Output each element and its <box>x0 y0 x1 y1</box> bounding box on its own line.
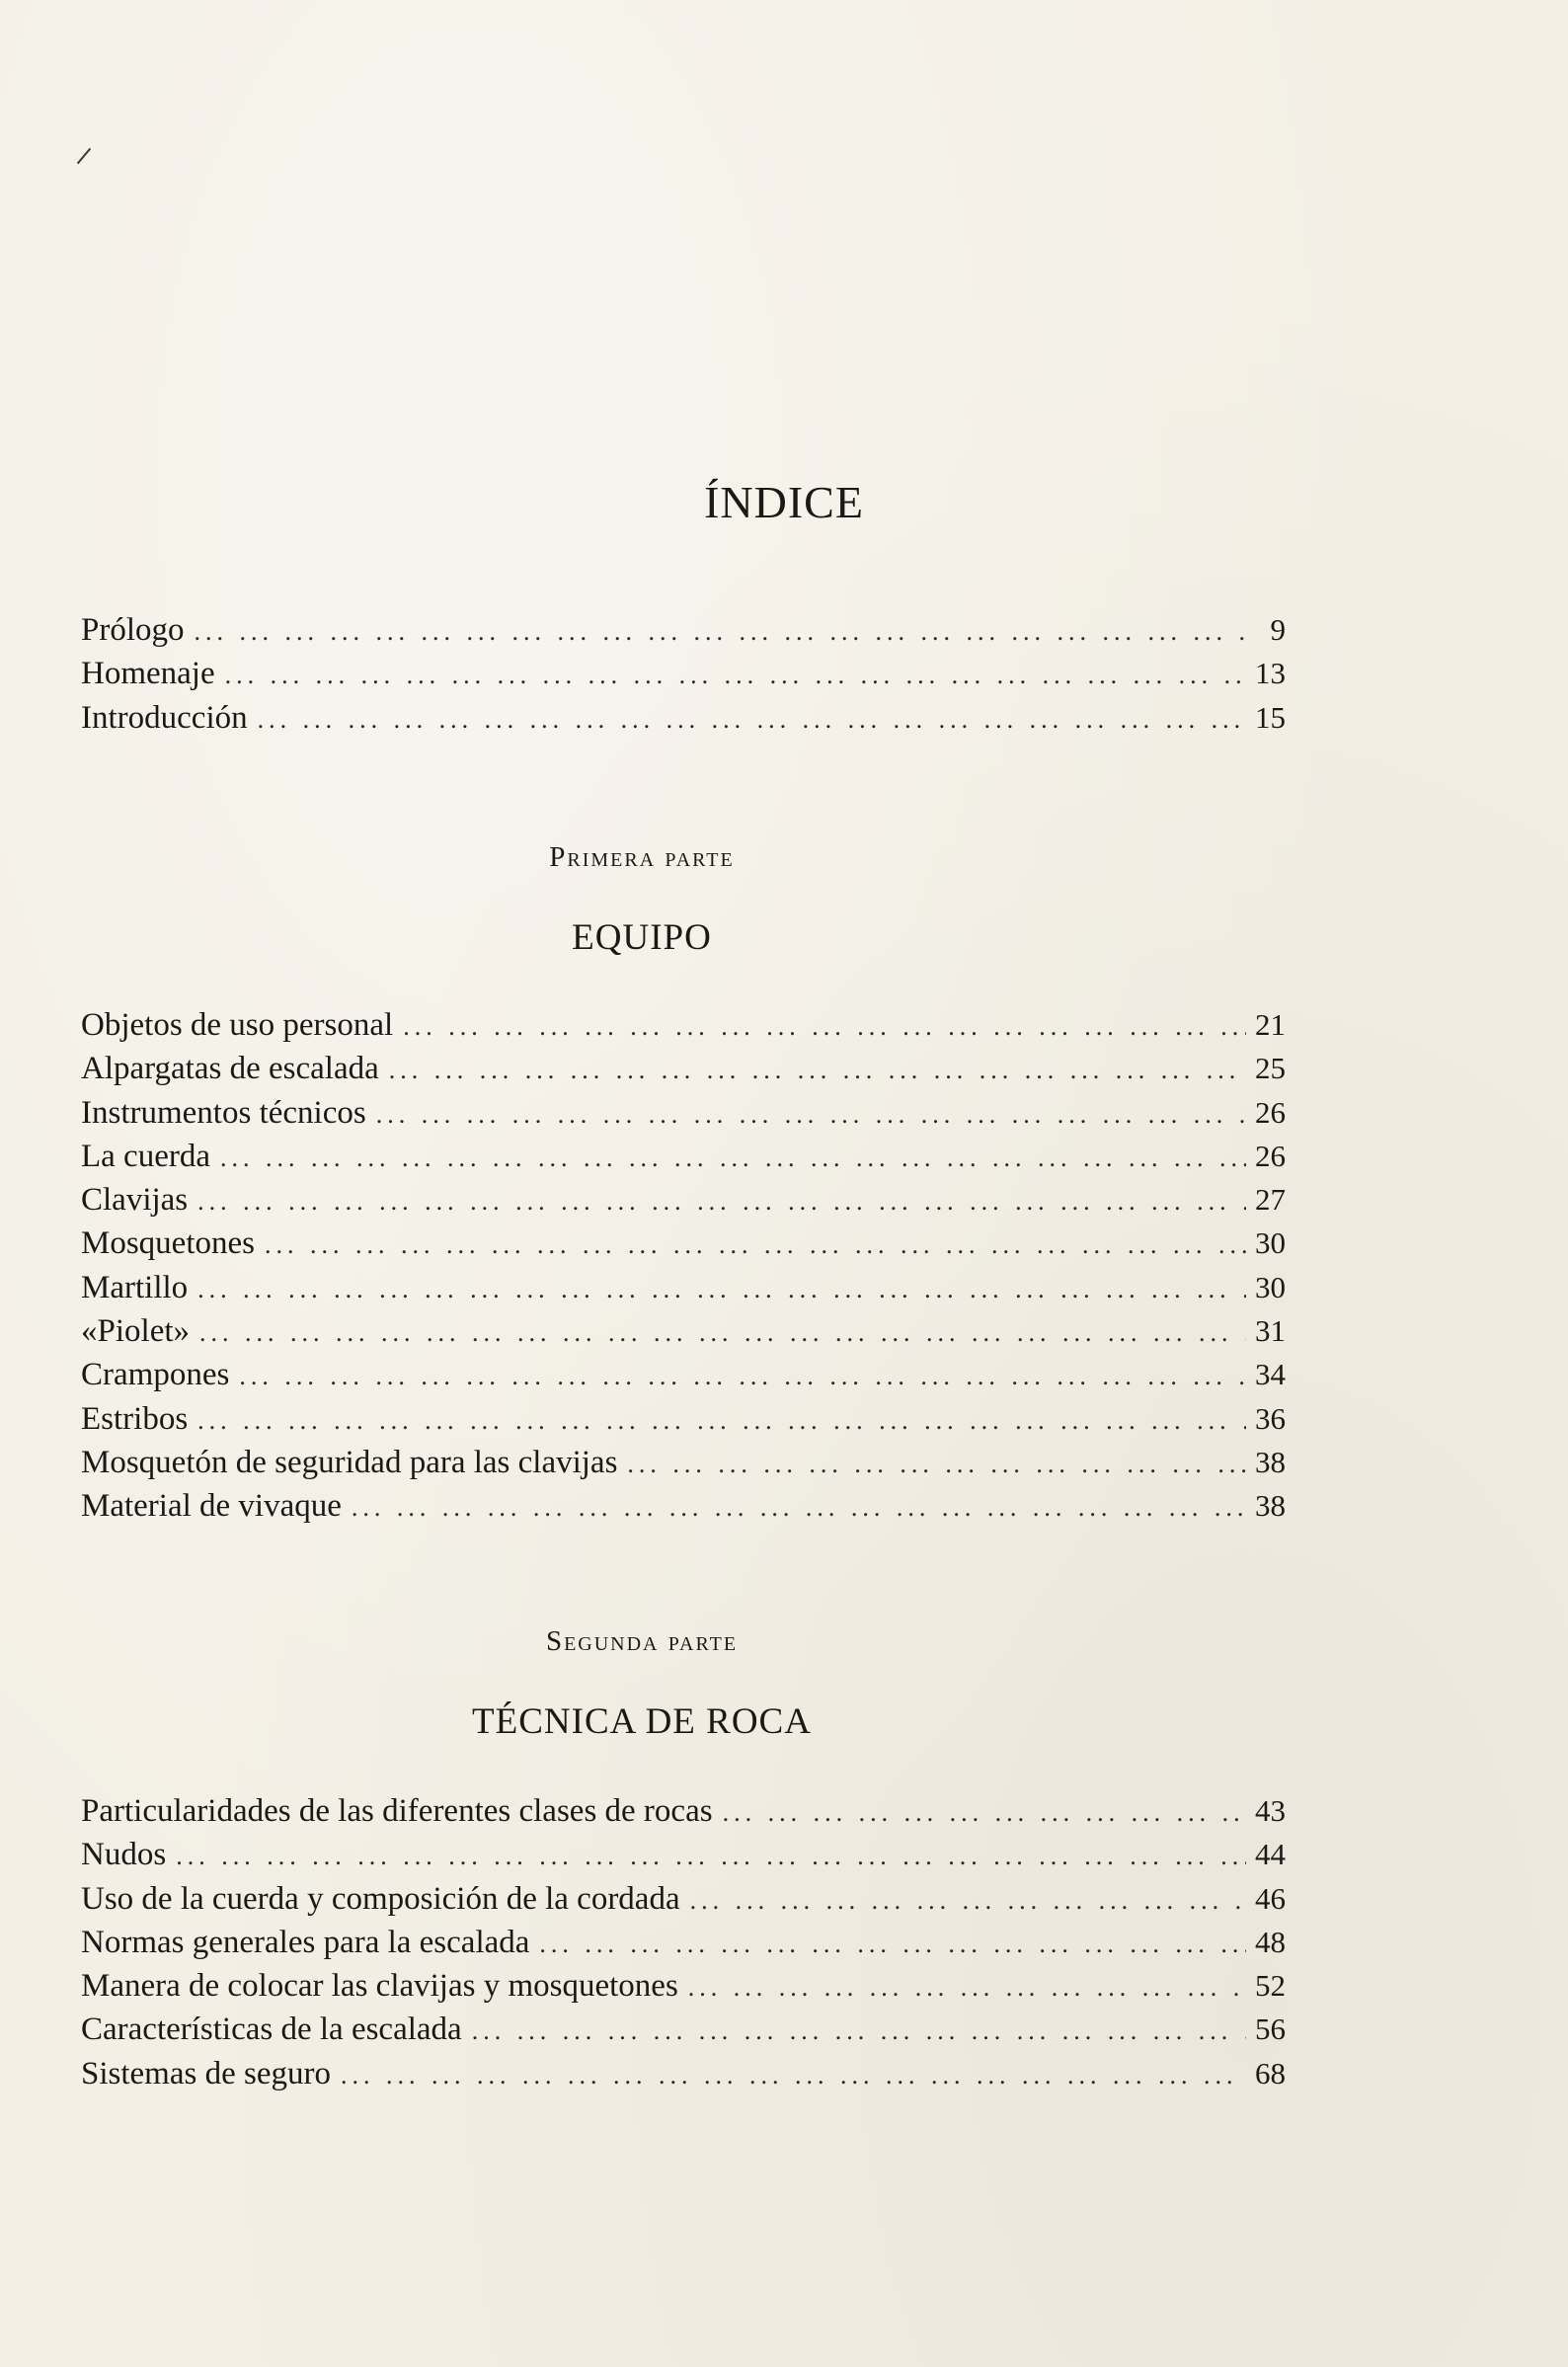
toc-entry-title: «Piolet» <box>81 1313 191 1350</box>
toc-entry-page: 44 <box>1255 1837 1286 1872</box>
leader-dots <box>176 1835 1246 1878</box>
index-title: ÍNDICE <box>704 477 864 527</box>
toc-entry-page: 56 <box>1255 2012 1286 2047</box>
toc-entry-page: 30 <box>1255 1269 1286 1304</box>
part-one-heading: EQUIPO <box>572 917 712 958</box>
toc-entry-page: 15 <box>1255 699 1286 735</box>
toc-entry-page: 21 <box>1255 1007 1286 1042</box>
toc-entry-title: Uso de la cuerda y composición de la cordada <box>81 1880 680 1917</box>
toc-entry <box>81 1833 1286 1876</box>
leader-dots <box>199 1311 1246 1355</box>
toc-entry-page: 38 <box>1255 1488 1286 1524</box>
toc-entry-title: Objetos de uso personal <box>81 1007 394 1043</box>
toc-entry <box>81 652 1286 695</box>
toc-entry <box>81 696 1286 740</box>
toc-entry <box>81 1921 1286 1964</box>
leader-dots <box>627 1443 1246 1486</box>
part-one-label-text: Primera parte <box>549 841 735 873</box>
leader-dots <box>197 1180 1246 1223</box>
leader-dots <box>472 2010 1246 2053</box>
toc-entry-page: 43 <box>1255 1793 1286 1828</box>
toc-entry-page: 46 <box>1255 1880 1286 1916</box>
toc-entry-title: Mosquetón de seguridad para las clavijas <box>81 1444 618 1480</box>
toc-entry <box>81 1222 1286 1265</box>
part-one-list <box>81 1003 1286 1529</box>
toc-entry-title: Prólogo <box>81 612 185 648</box>
toc-entry-title: Estribos <box>81 1400 189 1437</box>
toc-entry <box>81 1353 1286 1396</box>
toc-entry-page: 68 <box>1255 2055 1286 2091</box>
leader-dots <box>690 1879 1246 1923</box>
toc-entry-title: Martillo <box>81 1269 189 1305</box>
toc-entry-title: Manera de colocar las clavijas y mosquetones <box>81 1968 678 2005</box>
leader-dots <box>220 1137 1246 1180</box>
toc-entry-title: Instrumentos técnicos <box>81 1094 366 1131</box>
toc-entry-page: 13 <box>1255 656 1286 691</box>
toc-entry <box>81 2052 1286 2095</box>
toc-entry-page: 25 <box>1255 1051 1286 1086</box>
toc-entry-title: Normas generales para la escalada <box>81 1924 530 1960</box>
toc-entry <box>81 1309 1286 1353</box>
leader-dots <box>197 1399 1246 1443</box>
toc-entry-page: 31 <box>1255 1313 1286 1349</box>
toc-entry <box>81 608 1286 652</box>
toc-entry-title: Material de vivaque <box>81 1488 342 1525</box>
toc-entry <box>81 1178 1286 1222</box>
toc-entry-page: 34 <box>1255 1357 1286 1392</box>
toc-entry <box>81 1003 1286 1047</box>
leader-dots <box>265 1223 1246 1267</box>
leader-dots <box>403 1005 1246 1049</box>
toc-entry-page: 38 <box>1255 1444 1286 1479</box>
toc-entry-title: Sistemas de seguro <box>81 2055 331 2091</box>
toc-entry-title: Homenaje <box>81 656 215 692</box>
toc-entry <box>81 1789 1286 1833</box>
toc-entry <box>81 1397 1286 1441</box>
toc-entry <box>81 1091 1286 1135</box>
toc-entry-page: 27 <box>1255 1182 1286 1218</box>
toc-entry <box>81 1484 1286 1528</box>
leader-dots <box>688 1966 1246 2010</box>
toc-entry <box>81 1441 1286 1484</box>
part-two-list <box>81 1789 1286 2095</box>
leader-dots <box>389 1049 1246 1092</box>
leader-dots <box>723 1791 1246 1835</box>
stray-pen-mark <box>77 148 91 165</box>
front-matter-list <box>81 608 1286 740</box>
toc-entry-page: 26 <box>1255 1138 1286 1173</box>
toc-entry <box>81 2008 1286 2051</box>
leader-dots <box>197 1268 1246 1311</box>
leader-dots <box>225 654 1246 697</box>
toc-entry-title: Alpargatas de escalada <box>81 1051 379 1087</box>
toc-entry-page: 26 <box>1255 1094 1286 1130</box>
leader-dots <box>352 1486 1246 1530</box>
leader-dots <box>341 2054 1246 2097</box>
toc-entry-page: 52 <box>1255 1968 1286 2004</box>
toc-entry-title: Crampones <box>81 1357 230 1393</box>
part-two-label <box>0 1625 1284 1658</box>
toc-entry-title: Clavijas <box>81 1182 189 1219</box>
leader-dots <box>258 698 1246 742</box>
leader-dots <box>195 610 1246 654</box>
toc-entry-title: La cuerda <box>81 1138 210 1174</box>
toc-entry-title: Características de la escalada <box>81 2012 462 2048</box>
leader-dots <box>539 1923 1246 1966</box>
part-one-label <box>0 841 1284 874</box>
toc-entry <box>81 1877 1286 1921</box>
toc-entry <box>81 1047 1286 1090</box>
toc-entry-title: Introducción <box>81 699 248 736</box>
leader-dots <box>376 1093 1246 1137</box>
toc-entry-title: Particularidades de las diferentes clases de rocas <box>81 1793 713 1829</box>
toc-entry <box>81 1266 1286 1309</box>
toc-entry-title: Nudos <box>81 1837 167 1873</box>
part-two-heading: TÉCNICA DE ROCA <box>472 1701 812 1742</box>
toc-entry <box>81 1135 1286 1178</box>
toc-entry-page: 48 <box>1255 1924 1286 1959</box>
toc-entry <box>81 1964 1286 2008</box>
toc-entry-page: 36 <box>1255 1400 1286 1436</box>
toc-entry-title: Mosquetones <box>81 1225 255 1262</box>
leader-dots <box>239 1355 1246 1398</box>
toc-entry-page: 9 <box>1270 612 1286 647</box>
toc-entry-page: 30 <box>1255 1225 1286 1261</box>
part-two-label-text: Segunda parte <box>545 1625 739 1657</box>
